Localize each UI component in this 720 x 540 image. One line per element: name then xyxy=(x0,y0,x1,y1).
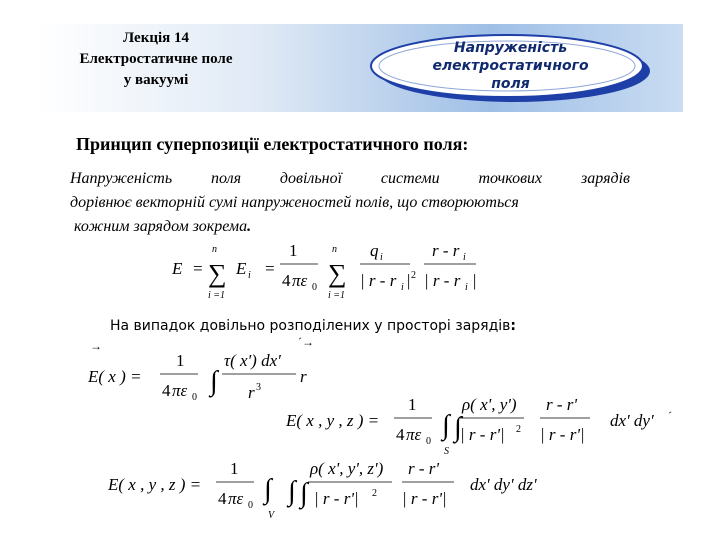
svg-text:2: 2 xyxy=(411,270,416,281)
svg-text:1: 1 xyxy=(289,241,298,260)
svg-text:πε: πε xyxy=(406,425,422,444)
svg-text:∫: ∫ xyxy=(210,366,218,397)
svg-text:E( x , y , z ) =: E( x , y , z ) = xyxy=(286,411,380,430)
superposition-statement xyxy=(70,167,630,239)
svg-text:0: 0 xyxy=(312,282,317,293)
statement-word: довільної xyxy=(279,170,343,187)
svg-text:dx' dy': dx' dy' xyxy=(610,411,654,430)
svg-text:0: 0 xyxy=(426,436,431,447)
svg-text:∫: ∫ xyxy=(442,410,450,441)
statement-text: дорівнює векторній сумі напруженостей полів, що створюються xyxy=(70,194,519,211)
svg-text:i: i xyxy=(380,252,383,263)
svg-text:|: | xyxy=(406,271,411,290)
statement-word: системи xyxy=(380,170,440,187)
lecture-title xyxy=(38,28,274,91)
svg-text:i: i xyxy=(465,282,468,293)
statement-period: . xyxy=(247,218,252,235)
svg-text:V: V xyxy=(268,510,275,521)
svg-text:´→: ´→ xyxy=(298,335,314,349)
svg-text:1: 1 xyxy=(408,395,417,414)
svg-text:E: E xyxy=(172,259,183,278)
svg-text:i =1: i =1 xyxy=(208,290,226,301)
svg-text:i: i xyxy=(401,282,404,293)
svg-text:n: n xyxy=(332,244,337,255)
svg-text:| r - r'|: | r - r'| xyxy=(314,489,359,508)
header-band xyxy=(38,24,683,112)
svg-text:r - r: r - r xyxy=(432,241,460,260)
svg-text:| r - r'|: | r - r'| xyxy=(460,425,505,444)
svg-text:∑: ∑ xyxy=(328,259,347,288)
svg-text:´: ´ xyxy=(668,409,672,423)
lecture-topic-line2: у вакуумі xyxy=(123,72,189,88)
svg-text:i: i xyxy=(248,270,251,281)
statement-word: Напруженість xyxy=(70,170,173,187)
topic-line3: поля xyxy=(491,76,530,92)
svg-text:2: 2 xyxy=(516,424,521,435)
topic-line1: Напруженість xyxy=(453,40,568,56)
svg-text:| r - r'|: | r - r'| xyxy=(402,489,447,508)
svg-text:τ( x') dx': τ( x') dx' xyxy=(224,351,281,370)
svg-text:=: = xyxy=(192,259,204,278)
svg-text:n: n xyxy=(212,244,217,255)
svg-text:S: S xyxy=(444,446,449,457)
lecture-topic-line1: Електростатичне поле xyxy=(79,51,233,67)
svg-text:r - r': r - r' xyxy=(546,395,578,414)
svg-text:1: 1 xyxy=(230,459,239,478)
svg-text:1: 1 xyxy=(176,351,185,370)
statement-word: поля xyxy=(211,170,242,187)
topic-line2: електростатичного xyxy=(432,58,589,74)
topic-badge xyxy=(368,30,653,105)
svg-text:|: | xyxy=(472,271,477,290)
svg-text:2: 2 xyxy=(372,488,377,499)
svg-text:r - r': r - r' xyxy=(408,459,440,478)
svg-text:4: 4 xyxy=(282,271,291,290)
statement-line2 xyxy=(70,191,630,215)
formula-volume-svg xyxy=(106,456,576,522)
svg-text:0: 0 xyxy=(192,392,197,403)
svg-text:∫: ∫ xyxy=(300,478,308,509)
svg-text:r: r xyxy=(248,383,255,402)
svg-text:| r - r: | r - r xyxy=(424,271,461,290)
statement-text: кожним зарядом зокрема xyxy=(74,218,248,235)
continuous-intro xyxy=(110,318,516,334)
formula-surface-svg xyxy=(284,392,704,458)
svg-text:i: i xyxy=(463,252,466,263)
svg-text:πε: πε xyxy=(292,271,308,290)
continuous-intro-colon: : xyxy=(510,318,517,334)
svg-text:4: 4 xyxy=(396,425,405,444)
svg-text:E( x ) =: E( x ) = xyxy=(88,367,142,386)
formula-surface-integral xyxy=(284,392,704,458)
svg-text:0: 0 xyxy=(248,500,253,511)
svg-text:| r - r'|: | r - r'| xyxy=(540,425,585,444)
svg-text:ρ( x', y'): ρ( x', y') xyxy=(462,395,517,414)
formula-discrete-svg xyxy=(170,236,510,306)
svg-text:πε: πε xyxy=(172,381,188,400)
topic-title xyxy=(368,39,653,93)
svg-text:| r - r: | r - r xyxy=(360,271,397,290)
svg-text:4: 4 xyxy=(218,489,227,508)
svg-text:E( x , y , z ) =: E( x , y , z ) = xyxy=(108,475,202,494)
svg-text:∑: ∑ xyxy=(208,259,227,288)
svg-text:E: E xyxy=(236,259,247,278)
svg-text:∫: ∫ xyxy=(264,474,272,505)
svg-text:4: 4 xyxy=(162,381,171,400)
svg-text:dx' dy' dz': dx' dy' dz' xyxy=(470,475,537,494)
svg-text:∫: ∫ xyxy=(454,412,462,443)
svg-text:∫: ∫ xyxy=(288,476,296,507)
formula-volume-integral xyxy=(106,456,576,522)
svg-text:=: = xyxy=(264,259,276,278)
statement-word: зарядів xyxy=(581,170,630,187)
svg-text:r: r xyxy=(300,367,307,386)
statement-line1 xyxy=(70,167,630,191)
svg-text:q: q xyxy=(370,241,379,260)
lecture-number: Лекція 14 xyxy=(122,30,190,46)
statement-word: точкових xyxy=(478,170,543,187)
svg-text:3: 3 xyxy=(256,382,261,393)
formula-discrete-superposition xyxy=(170,236,510,306)
svg-text:→: → xyxy=(90,339,102,353)
svg-text:ρ( x', y', z'): ρ( x', y', z') xyxy=(310,459,384,478)
svg-text:i =1: i =1 xyxy=(328,290,346,301)
svg-text:πε: πε xyxy=(228,489,244,508)
continuous-intro-text: На випадок довільно розподілених у просторі зарядів xyxy=(110,318,511,334)
section-heading: Принцип суперпозиції електростатичного поля: xyxy=(76,134,469,154)
